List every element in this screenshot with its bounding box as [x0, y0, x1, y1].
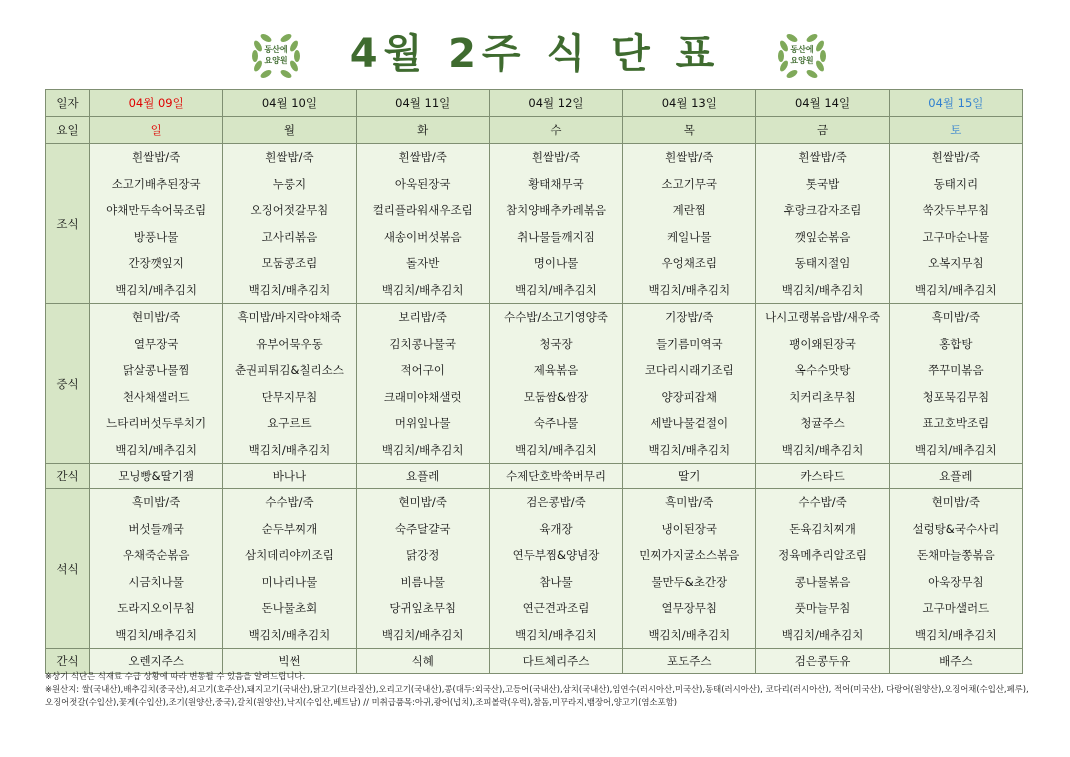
menu-item: 팽이왜된장국 — [789, 336, 856, 351]
menu-item: 단무지무침 — [261, 389, 318, 404]
menu-item: 물만두&초간장 — [651, 574, 728, 589]
menu-item: 흰쌀밥/죽 — [531, 150, 581, 164]
day-label: 요일 — [46, 117, 90, 144]
date-cell: 04월 13일 — [623, 90, 756, 117]
menu-item: 보리밥/죽 — [398, 310, 447, 324]
menu-item: 고사리볶음 — [261, 229, 318, 244]
menu-item: 홍합탕 — [939, 336, 973, 351]
menu-item: 흑미밥/죽 — [131, 495, 181, 509]
menu-item: 우채죽순볶음 — [122, 548, 190, 562]
menu-item: 돌자반 — [406, 256, 440, 270]
menu-item: 당귀잎초무침 — [389, 601, 457, 615]
menu-item: 검은콩두유 — [794, 654, 851, 668]
menu-item: 참치양배추카레볶음 — [505, 203, 606, 217]
menu-item: 백김치/배추김치 — [115, 282, 197, 297]
meal-label: 조식 — [46, 144, 90, 304]
menu-item: 콩나물볶음 — [794, 574, 851, 589]
menu-item: 열무장국 — [133, 336, 179, 351]
meal-row — [46, 489, 1023, 649]
logo-right — [774, 28, 830, 84]
menu-item: 백김치/배추김치 — [381, 627, 464, 642]
menu-item: 백김치/배추김치 — [915, 442, 997, 457]
menu-item: 크래미야채샐럿 — [383, 389, 462, 404]
menu-table — [45, 89, 1023, 674]
meal-cell — [889, 144, 1022, 304]
menu-item: 현미밥/죽 — [398, 495, 447, 509]
menu-item: 육개장 — [539, 521, 573, 536]
date-cell: 04월 09일 — [90, 90, 223, 117]
menu-item: 백김치/배추김치 — [248, 627, 331, 642]
menu-item: 양장피잡채 — [661, 389, 718, 404]
menu-item: 백김치/배추김치 — [915, 627, 997, 642]
menu-item: 쭈꾸미볶음 — [928, 363, 984, 377]
menu-item: 간장깻잎지 — [128, 256, 184, 270]
meal-cell — [756, 489, 889, 649]
menu-item: 정육메추리알조림 — [778, 548, 867, 562]
menu-item: 소고기배추된장국 — [111, 176, 201, 191]
meal-cell — [623, 464, 756, 489]
meal-cell — [356, 489, 489, 649]
meal-cell — [623, 144, 756, 304]
menu-item: 동태지리 — [933, 176, 979, 191]
menu-item: 청귤주스 — [800, 416, 845, 430]
menu-item: 바나나 — [272, 469, 307, 483]
menu-item: 흑미밥/죽 — [931, 310, 980, 324]
meal-label: 간식 — [46, 464, 90, 489]
menu-item: 요구르트 — [267, 416, 312, 430]
menu-item: 딸기 — [678, 469, 701, 483]
menu-item: 요플레 — [939, 469, 973, 483]
menu-item: 치커리초무침 — [789, 389, 856, 404]
menu-item: 아욱장무침 — [928, 574, 984, 589]
menu-item: 취나물들깨지짐 — [517, 229, 595, 244]
day-cell: 토 — [889, 117, 1022, 144]
menu-item: 흰쌀밥/죽 — [265, 150, 314, 164]
menu-item: 돈육김치찌개 — [789, 521, 856, 536]
menu-item: 코다리시래기조림 — [644, 363, 734, 377]
menu-item: 배주스 — [939, 654, 973, 668]
menu-item: 백김치/배추김치 — [648, 442, 731, 457]
menu-item: 수수밥/죽 — [265, 495, 314, 509]
menu-item: 돈나물초회 — [261, 601, 318, 615]
menu-item: 포도주스 — [667, 654, 712, 668]
menu-item: 느타리버섯두루치기 — [106, 416, 207, 430]
day-row — [46, 117, 1023, 144]
menu-item: 민찌가지굴소스볶음 — [639, 548, 740, 562]
menu-item: 백김치/배추김치 — [781, 282, 864, 297]
menu-item: 들기름미역국 — [655, 336, 723, 351]
menu-item: 현미밥/죽 — [931, 495, 980, 509]
menu-item: 요플레 — [406, 469, 440, 483]
menu-item: 동태지절임 — [794, 256, 851, 270]
menu-item: 오렌지주스 — [128, 654, 184, 668]
page-header — [0, 0, 1070, 88]
meal-cell — [223, 464, 356, 489]
meal-label: 간식 — [46, 649, 90, 674]
menu-item: 백김치/배추김치 — [515, 627, 597, 642]
meal-cell — [90, 489, 223, 649]
meal-cell — [90, 144, 223, 304]
menu-item: 표고호박조림 — [922, 416, 990, 430]
footnotes — [45, 670, 1035, 709]
logo-text: 동산에 요양원 — [790, 45, 814, 65]
menu-item: 흑미밥/바지락야채죽 — [237, 310, 342, 324]
menu-item: 열무장무침 — [661, 601, 718, 615]
menu-item: 백김치/배추김치 — [381, 442, 464, 457]
menu-item: 연근견과조림 — [522, 601, 590, 615]
menu-item: 미나리나물 — [261, 574, 318, 589]
meal-cell — [356, 304, 489, 464]
menu-item: 춘권피튀김&칠리소스 — [234, 363, 344, 377]
menu-item: 김치콩나물국 — [389, 336, 457, 351]
meal-row — [46, 144, 1023, 304]
menu-item: 모둠콩조림 — [261, 256, 318, 270]
menu-item: 명이나물 — [533, 256, 579, 270]
menu-item: 버섯들깨국 — [128, 521, 184, 536]
day-cell: 목 — [623, 117, 756, 144]
meal-row — [46, 464, 1023, 489]
menu-item: 현미밥/죽 — [131, 310, 181, 324]
menu-item: 순두부찌개 — [261, 521, 318, 536]
menu-item: 검은콩밥/죽 — [526, 495, 586, 509]
menu-item: 설렁탕&국수사리 — [912, 521, 1000, 536]
menu-item: 빅썬 — [278, 654, 301, 668]
menu-item: 흑미밥/죽 — [665, 495, 714, 509]
menu-item: 흰쌀밥/죽 — [931, 150, 980, 164]
menu-item: 닭강정 — [406, 548, 440, 562]
meal-cell — [889, 304, 1022, 464]
menu-item: 케일나물 — [667, 229, 712, 244]
menu-item: 흰쌀밥/죽 — [798, 150, 847, 164]
menu-item: 오복지무침 — [928, 256, 984, 270]
meal-cell — [356, 464, 489, 489]
menu-item: 식혜 — [411, 654, 434, 668]
meal-label: 석식 — [46, 489, 90, 649]
menu-item: 수수밥/죽 — [798, 495, 847, 509]
menu-item: 백김치/배추김치 — [248, 442, 331, 457]
date-cell: 04월 11일 — [356, 90, 489, 117]
menu-item: 흰쌀밥/죽 — [665, 150, 714, 164]
menu-item: 새송이버섯볶음 — [383, 229, 462, 244]
menu-item: 황태채무국 — [528, 176, 584, 191]
menu-item: 모둠쌈&쌈장 — [523, 389, 589, 404]
day-cell: 수 — [489, 117, 622, 144]
menu-item: 소고기무국 — [661, 176, 718, 191]
day-cell: 월 — [223, 117, 356, 144]
menu-item: 삼치데리야끼조림 — [244, 548, 334, 562]
menu-item: 머위잎나물 — [394, 416, 451, 430]
menu-item: 냉이된장국 — [661, 521, 718, 536]
page-title: 4월 2주 식 단 표 — [349, 31, 721, 77]
menu-item: 세발나물겉절이 — [650, 416, 729, 430]
menu-item: 비름나물 — [400, 574, 445, 589]
meal-cell — [223, 144, 356, 304]
menu-item: 백김치/배추김치 — [915, 282, 997, 297]
menu-item: 쑥갓두부무침 — [922, 203, 990, 217]
meal-cell — [889, 489, 1022, 649]
meal-label: 중식 — [46, 304, 90, 464]
meal-cell — [223, 489, 356, 649]
meal-cell — [223, 304, 356, 464]
menu-item: 청포묵김무침 — [922, 389, 990, 404]
date-cell: 04월 14일 — [756, 90, 889, 117]
date-cell: 04월 15일 — [889, 90, 1022, 117]
meal-row — [46, 304, 1023, 464]
menu-item: 고구마순나물 — [922, 229, 990, 244]
menu-item: 모닝빵&딸기잼 — [118, 469, 194, 483]
menu-item: 백김치/배추김치 — [115, 627, 197, 642]
menu-item: 백김치/배추김치 — [248, 282, 331, 297]
meal-cell — [889, 464, 1022, 489]
meal-cell — [623, 489, 756, 649]
logo-text: 동산에 요양원 — [264, 45, 288, 65]
menu-item: 야채만두속어묵조림 — [106, 203, 207, 217]
meal-cell — [90, 464, 223, 489]
menu-item: 참나물 — [539, 574, 573, 589]
meal-cell — [489, 464, 622, 489]
menu-item: 백김치/배추김치 — [515, 442, 597, 457]
menu-item: 돈채마늘쫑볶음 — [916, 548, 995, 562]
menu-item: 우엉채조림 — [661, 256, 718, 270]
menu-item: 백김치/배추김치 — [781, 442, 864, 457]
menu-item: 백김치/배추김치 — [781, 627, 864, 642]
menu-item: 연두부찜&양념장 — [512, 548, 600, 562]
menu-item: 방풍나물 — [133, 229, 179, 244]
menu-item: 닭살콩나물찜 — [122, 363, 190, 377]
menu-item: 나시고랭볶음밥/새우죽 — [765, 310, 881, 324]
meal-body — [46, 144, 1023, 674]
menu-item: 도라지오이무침 — [117, 601, 196, 615]
menu-item: 계란찜 — [672, 203, 706, 217]
menu-item: 흰쌀밥/죽 — [398, 150, 447, 164]
menu-item: 천사채샐러드 — [122, 389, 190, 404]
meal-cell — [489, 144, 622, 304]
menu-item: 톳국밥 — [805, 176, 840, 191]
menu-item: 백김치/배추김치 — [381, 282, 464, 297]
date-cell: 04월 12일 — [489, 90, 622, 117]
menu-item: 백김치/배추김치 — [648, 627, 731, 642]
day-cell: 일 — [90, 117, 223, 144]
meal-cell — [756, 464, 889, 489]
menu-item: 누룽지 — [272, 176, 307, 191]
meal-cell — [356, 144, 489, 304]
menu-item: 백김치/배추김치 — [648, 282, 731, 297]
menu-item: 오징어젓갈무침 — [250, 203, 329, 217]
date-row — [46, 90, 1023, 117]
menu-item: 숙주나물 — [533, 416, 579, 430]
meal-cell — [90, 304, 223, 464]
menu-item: 백김치/배추김치 — [515, 282, 597, 297]
date-label: 일자 — [46, 90, 90, 117]
meal-cell — [489, 304, 622, 464]
menu-item: 기장밥/죽 — [665, 310, 714, 324]
menu-item: 제육볶음 — [533, 363, 579, 377]
menu-item: 백김치/배추김치 — [115, 442, 197, 457]
menu-item: 고구마샐러드 — [922, 601, 990, 615]
meal-cell — [756, 304, 889, 464]
menu-item: 풋마늘무침 — [794, 601, 851, 615]
logo-left — [248, 28, 304, 84]
day-cell: 금 — [756, 117, 889, 144]
menu-item: 후랑크감자조림 — [783, 203, 862, 217]
menu-item: 시금치나물 — [128, 574, 184, 589]
footnote-line: ※상기 식단은 식재료 수급 상황에 따라 변동될 수 있음을 알려드립니다. — [45, 671, 306, 681]
menu-item: 청국장 — [539, 336, 573, 351]
menu-item: 옥수수맛탕 — [794, 363, 851, 377]
meal-cell — [756, 144, 889, 304]
menu-item: 수제단호박쑥버무리 — [505, 469, 606, 483]
meal-cell — [623, 304, 756, 464]
menu-item: 깻잎순볶음 — [794, 229, 851, 244]
menu-item: 카스타드 — [800, 469, 845, 483]
footnote-line: ※원산지: 쌀(국내산),배추김치(중국산),쇠고기(호주산),돼지고기(국내산),닭고기(브라질산),오리고기(국내산),콩(대두:외국산),고등어(국내산),삼치(국내산),임연수(러시아산,미국산),동태(러시아산), 코다리(러시아산), 적어(미국산), 다랑어(원양산),오징어채(수입산,페루),오징어젓갈(수입산),꽃게(수입산),조기(원양산,중국),갈치(원양산),낙지(수입산,베트남) // 미취급품목:아귀,광어(넙치),조피볼락(우럭),참돔,미꾸라지,뱀장어,양고기(염소포함) — [45, 684, 1029, 707]
day-cell: 화 — [356, 117, 489, 144]
menu-item: 흰쌀밥/죽 — [131, 150, 181, 164]
menu-item: 다트체리주스 — [522, 654, 590, 668]
menu-item: 수수밥/소고기영양죽 — [504, 310, 608, 324]
menu-item: 유부어묵우동 — [256, 336, 323, 351]
menu-item: 컬리플라워새우조림 — [372, 203, 473, 217]
menu-item: 숙주달걀국 — [394, 521, 451, 536]
menu-item: 적어구이 — [400, 363, 445, 377]
date-cell: 04월 10일 — [223, 90, 356, 117]
menu-item: 아욱된장국 — [394, 176, 451, 191]
meal-cell — [489, 489, 622, 649]
